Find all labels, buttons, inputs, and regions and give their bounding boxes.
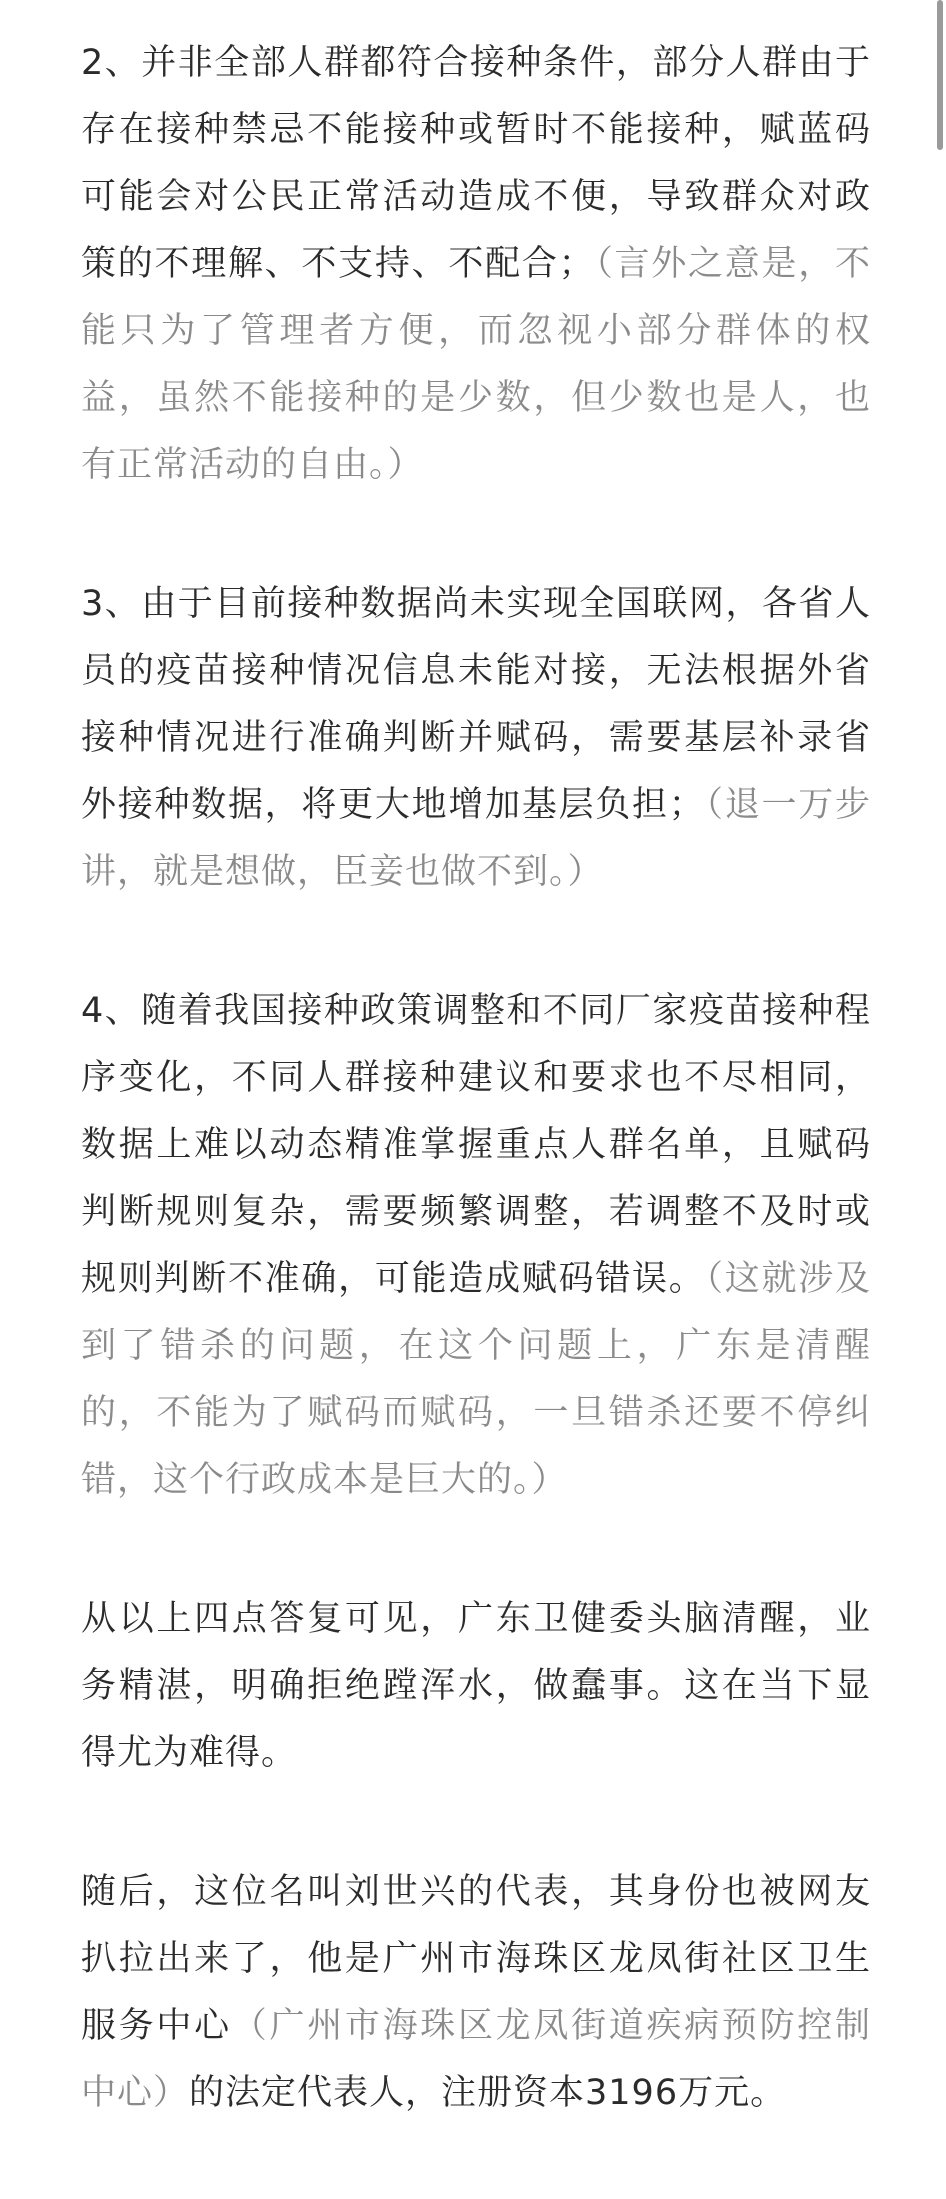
scrollbar[interactable] <box>937 0 943 150</box>
paragraph-conclusion <box>81 1586 871 1787</box>
paragraph-representative <box>81 1859 871 2127</box>
paragraph-point-3 <box>81 571 871 906</box>
paragraph-text: 从以上四点答复可见，广东卫健委头脑清醒，业务精湛，明确拒绝蹚浑水，做蠢事。这在当下显得尤为难得。 <box>81 1599 871 1773</box>
paragraph-text: 2、并非全部人群都符合接种条件，部分人群由于存在接种禁忌不能接种或暂时不能接种，赋蓝码可能会对公民正常活动造成不便，导致群众对政策的不理解、不支持、不配合； <box>81 43 871 284</box>
paragraph-text: 3、由于目前接种数据尚未实现全国联网，各省人员的疫苗接种情况信息未能对接，无法根据外省接种情况进行准确判断并赋码，需要基层补录省外接种数据，将更大地增加基层负担； <box>81 584 871 825</box>
paragraph-text-continued: 的法定代表人，注册资本3196万元。 <box>189 2073 787 2113</box>
paragraph-point-4 <box>81 978 871 1514</box>
commentary-text: （退一万步讲，就是想做，臣妾也做不到。） <box>81 785 871 892</box>
commentary-text: （广州市海珠区龙凤街道疾病预防控制中心） <box>81 2006 871 2113</box>
paragraph-text: 4、随着我国接种政策调整和不同厂家疫苗接种程序变化，不同人群接种建议和要求也不尽相同，数据上难以动态精准掌握重点人群名单，且赋码判断规则复杂，需要频繁调整，若调整不及时或规则判断不准确，可能造成赋码错误。 <box>81 991 871 1299</box>
commentary-text: （言外之意是，不能只为了管理者方便，而忽视小部分群体的权益，虽然不能接种的是少数，但少数也是人，也有正常活动的自由。） <box>81 244 871 485</box>
paragraph-point-2 <box>81 30 871 499</box>
paragraph-text: 随后，这位名叫刘世兴的代表，其身份也被网友扒拉出来了，他是广州市海珠区龙凤街社区卫生服务中心 <box>81 1872 871 2046</box>
commentary-text: （这就涉及到了错杀的问题，在这个问题上，广东是清醒的，不能为了赋码而赋码，一旦错杀还要不停纠错，这个行政成本是巨大的。） <box>81 1259 871 1500</box>
article-body <box>81 30 871 2199</box>
